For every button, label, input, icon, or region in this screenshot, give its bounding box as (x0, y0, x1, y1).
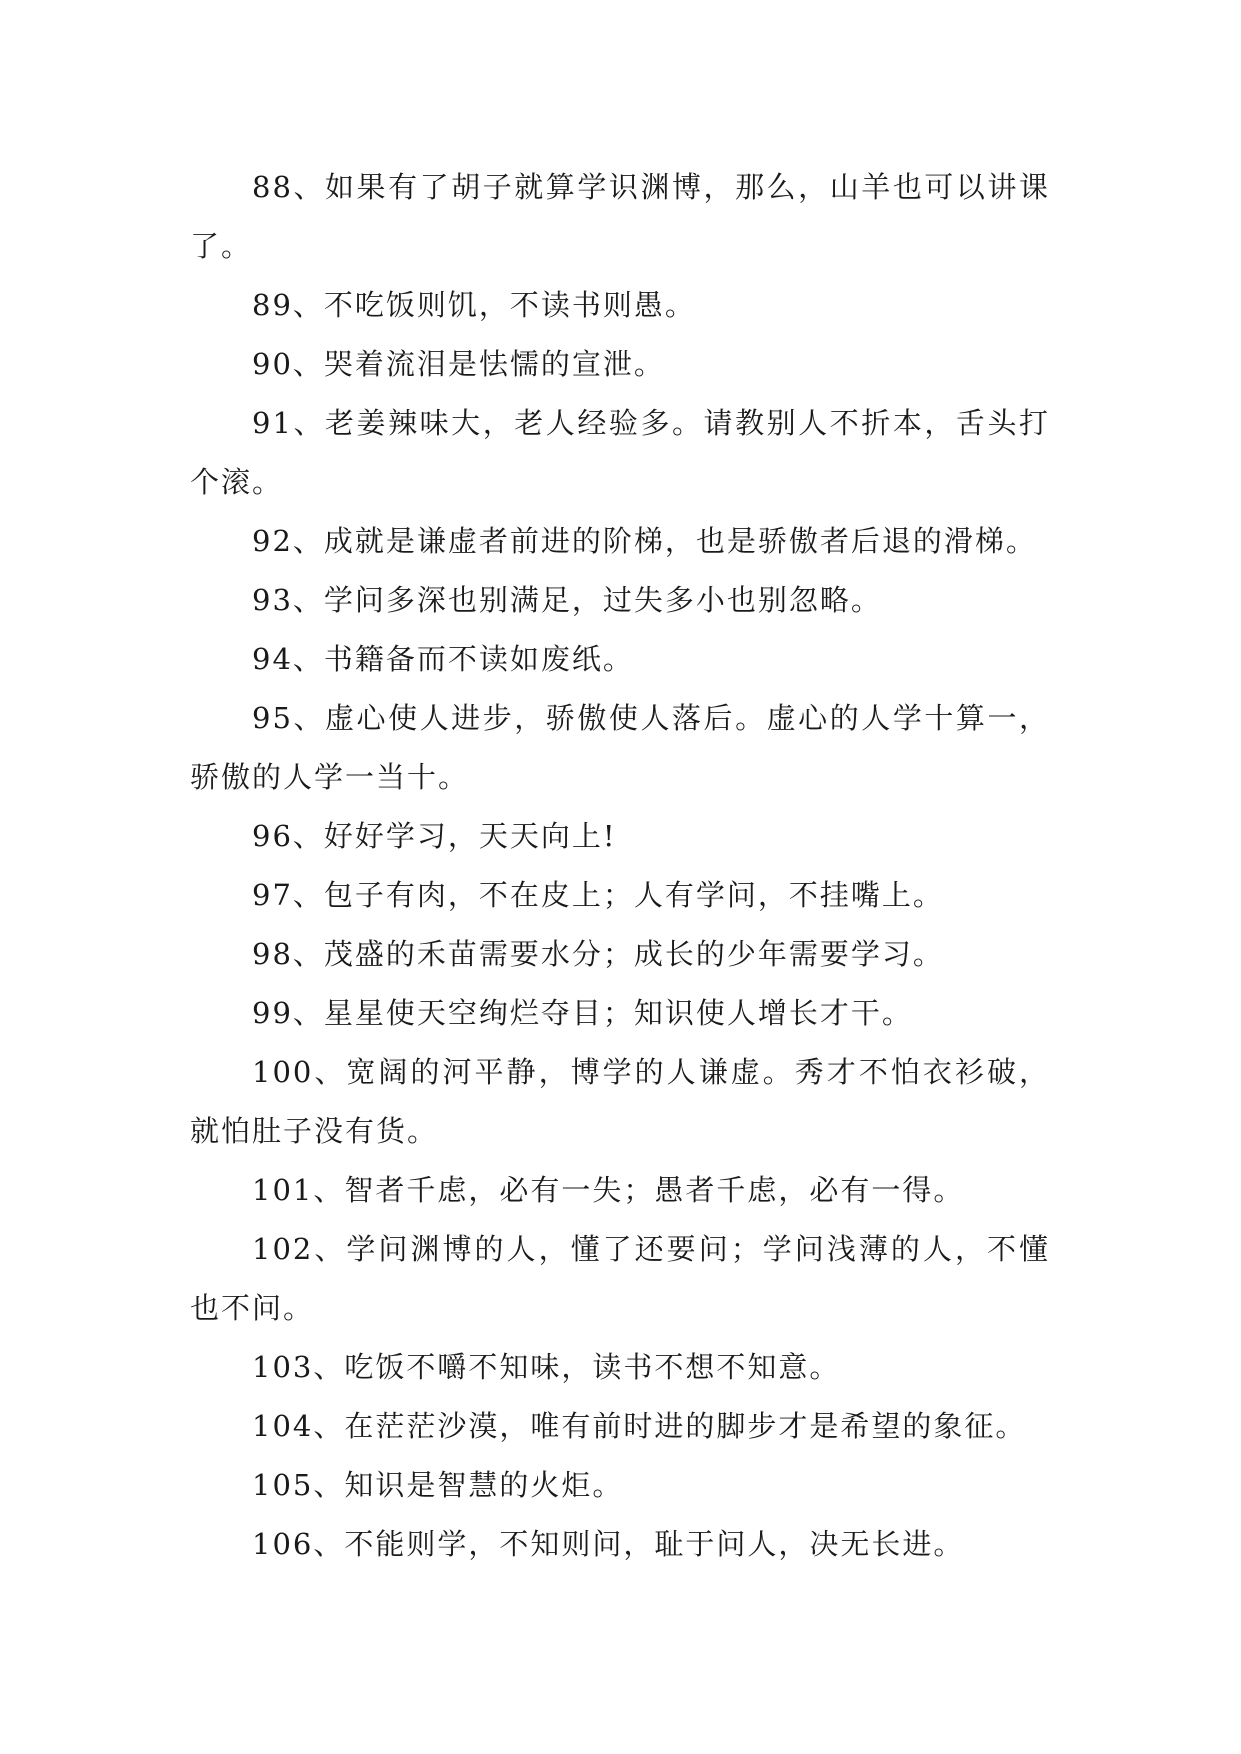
quote-paragraph: 102、学问渊博的人，懂了还要问；学问浅薄的人，不懂也不问。 (190, 1232, 1050, 1325)
document-body (190, 158, 1050, 1574)
quote-paragraph: 90、哭着流泪是怯懦的宣泄。 (252, 347, 665, 381)
quote-paragraph: 97、包子有肉，不在皮上；人有学问，不挂嘴上。 (252, 878, 944, 912)
quote-paragraph: 106、不能则学，不知则问，耻于问人，决无长进。 (252, 1527, 965, 1561)
quote-paragraph: 99、星星使天空绚烂夺目；知识使人增长才干。 (252, 996, 913, 1030)
quote-paragraph: 94、书籍备而不读如废纸。 (252, 642, 634, 676)
quote-paragraph: 98、茂盛的禾苗需要水分；成长的少年需要学习。 (252, 937, 944, 971)
quote-paragraph: 88、如果有了胡子就算学识渊博，那么，山羊也可以讲课了。 (190, 170, 1050, 263)
quote-paragraph: 92、成就是谦虚者前进的阶梯，也是骄傲者后退的滑梯。 (252, 524, 1037, 558)
quote-paragraph: 96、好好学习，天天向上! (252, 819, 617, 853)
quote-paragraph: 100、宽阔的河平静，博学的人谦虚。秀才不怕衣衫破，就怕肚子没有货。 (190, 1055, 1050, 1148)
quote-paragraph: 93、学问多深也别满足，过失多小也别忽略。 (252, 583, 882, 617)
quote-paragraph: 89、不吃饭则饥，不读书则愚。 (252, 288, 696, 322)
quote-paragraph: 91、老姜辣味大，老人经验多。请教别人不折本，舌头打个滚。 (190, 406, 1050, 499)
quote-paragraph: 103、吃饭不嚼不知味，读书不想不知意。 (252, 1350, 841, 1384)
quote-paragraph: 95、虚心使人进步，骄傲使人落后。虚心的人学十算一，骄傲的人学一当十。 (190, 701, 1050, 794)
quote-paragraph: 104、在茫茫沙漠，唯有前时进的脚步才是希望的象征。 (252, 1409, 1027, 1443)
quote-paragraph: 105、知识是智慧的火炬。 (252, 1468, 624, 1502)
quote-paragraph: 101、智者千虑，必有一失；愚者千虑，必有一得。 (252, 1173, 965, 1207)
